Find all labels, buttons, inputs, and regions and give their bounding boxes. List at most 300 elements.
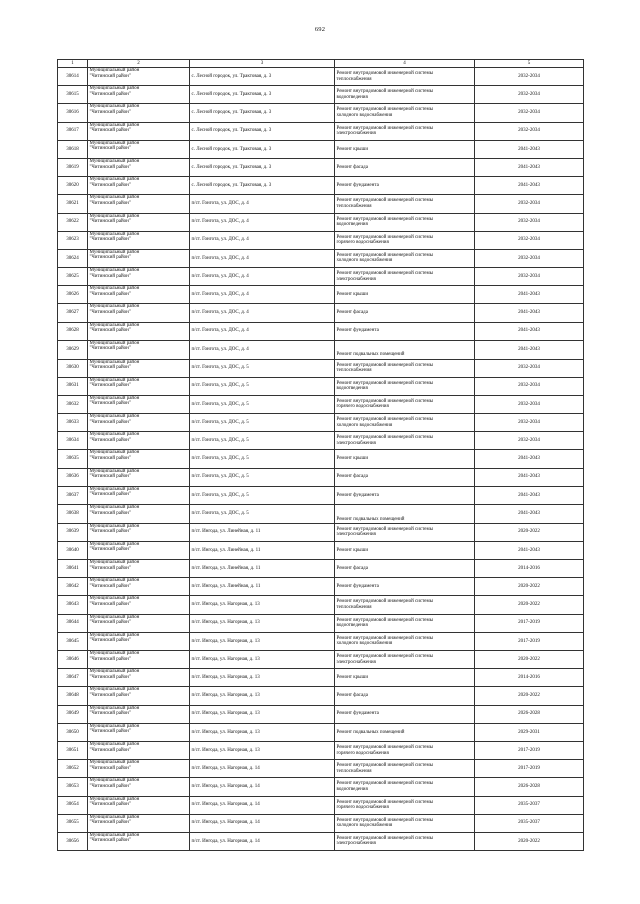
work-type-line: холодного водоснабжения [336,641,393,647]
municipality-cell [88,778,190,796]
work-type-line: Ремонт внутридомовой инженерной системы [336,380,434,386]
row-number: 30629 [58,340,88,359]
municipality-line: Муниципальный район [89,541,140,547]
municipality-line: "Читинский район" [89,273,131,279]
municipality-line: "Читинский район" [89,602,131,608]
municipality-cell [88,286,190,304]
municipality-line: Муниципальный район [89,705,140,711]
address-cell: п/ст. Ингода, ул. Нагорная, д. 14 [190,832,335,850]
column-header-1: 1 [58,60,88,68]
work-type-line: теплоснабжения [336,768,372,774]
municipality-line: "Читинский район" [89,164,131,170]
table-row [58,231,584,249]
municipality-line: Муниципальный район [89,632,140,638]
period-cell: 2014-2016 [475,560,584,578]
address-cell: п/ст. Ингода, ул. Нагорная, д. 13 [190,705,335,723]
period-cell: 2017-2019 [475,741,584,759]
table-row [58,122,584,140]
row-number: 30614 [58,68,88,86]
address-cell: п/ст. Ингода, ул. Нагорная, д. 13 [190,596,335,614]
municipality-line: "Читинский район" [89,674,131,680]
table-row [58,486,584,504]
address-cell: п/ст. Ингода, ул. Линейная, д. 11 [190,541,335,559]
work-type-line: Ремонт внутридомовой инженерной системы [336,435,434,441]
row-number: 30646 [58,651,88,669]
work-type-line: Ремонт внутридомовой инженерной системы [336,398,434,404]
work-type-line: теплоснабжения [336,368,372,374]
municipality-line: Муниципальный район [89,231,140,237]
table-header [58,60,584,68]
work-type-cell [335,778,475,796]
table-row [58,322,584,340]
municipality-cell [88,177,190,195]
repair-schedule-table [57,59,584,851]
address-cell: с. Лесной городок, ул. Трактовая, д. 3 [190,104,335,122]
row-number: 30638 [58,505,88,524]
municipality-line: "Читинский район" [89,182,131,188]
work-type-cell [335,832,475,850]
work-type-cell [335,158,475,176]
work-type-cell [335,578,475,596]
table-row [58,723,584,741]
table-row [58,104,584,122]
municipality-line: Муниципальный район [89,68,140,73]
work-type-cell [335,505,475,524]
work-type-line: Ремонт фундамента [336,584,379,590]
work-type-line: Ремонт внутридомовой инженерной системы [336,234,434,240]
municipality-line: Муниципальный район [89,359,140,365]
municipality-line: Муниципальный район [89,505,140,510]
work-type-cell [335,195,475,213]
work-type-cell [335,814,475,832]
table-row [58,304,584,322]
municipality-cell [88,760,190,778]
work-type-line: Ремонт внутридомовой инженерной системы [336,362,434,368]
work-type-line: Ремонт внутридомовой инженерной системы [336,107,434,113]
municipality-line: Муниципальный район [89,832,140,838]
municipality-cell [88,104,190,122]
table-row [58,778,584,796]
municipality-line: "Читинский район" [89,547,131,553]
row-number: 30647 [58,669,88,687]
address-cell: п/ст. Гонгота, ул. ДОС, д. 5 [190,450,335,468]
work-type-cell [335,560,475,578]
municipality-cell [88,195,190,213]
work-type-line: водоотведения [336,786,368,792]
row-number: 30645 [58,632,88,650]
table-row [58,177,584,195]
work-type-line: горячего водоснабжения [336,805,389,811]
municipality-cell [88,523,190,541]
work-type-line: Ремонт фундамента [336,328,379,334]
work-type-cell [335,231,475,249]
work-type-line: водоотведения [336,222,368,228]
row-number: 30630 [58,359,88,377]
municipality-line: "Читинский район" [89,638,131,644]
row-number: 30648 [58,687,88,705]
municipality-cell [88,832,190,850]
period-cell: 2014-2016 [475,669,584,687]
municipality-line: Муниципальный район [89,432,140,438]
address-cell: с. Лесной городок, ул. Трактовая, д. 3 [190,86,335,104]
municipality-cell [88,304,190,322]
table-row [58,814,584,832]
work-type-line: холодного водоснабжения [336,823,393,829]
period-cell: 2041-2043 [475,486,584,504]
period-cell: 2041-2043 [475,304,584,322]
table-row [58,359,584,377]
table-row [58,395,584,413]
municipality-line: "Читинский район" [89,510,131,516]
municipality-cell [88,632,190,650]
municipality-cell [88,651,190,669]
period-cell: 2032-2034 [475,213,584,231]
municipality-cell [88,468,190,486]
table-row [58,377,584,395]
work-type-line: Ремонт подвальных помещений [336,516,405,522]
table-row [58,796,584,814]
work-type-line: электроснабжения [336,532,376,538]
table-row [58,158,584,176]
row-number: 30651 [58,741,88,759]
work-type-cell [335,687,475,705]
period-cell: 2041-2043 [475,322,584,340]
municipality-line: "Читинский район" [89,747,131,753]
municipality-cell [88,249,190,267]
work-type-cell [335,450,475,468]
municipality-line: Муниципальный район [89,560,140,566]
header-row [58,60,584,68]
work-type-cell [335,68,475,86]
table-row [58,632,584,650]
column-header-3: 3 [190,60,335,68]
work-type-line: Ремонт внутридомовой инженерной системы [336,635,434,641]
row-number: 30650 [58,723,88,741]
period-cell: 2020-2022 [475,687,584,705]
municipality-line: "Читинский район" [89,838,131,844]
work-type-line: холодного водоснабжения [336,258,393,264]
municipality-cell [88,68,190,86]
row-number: 30641 [58,560,88,578]
row-number: 30616 [58,104,88,122]
period-cell: 2032-2034 [475,195,584,213]
municipality-cell [88,395,190,413]
address-cell: п/ст. Гонгота, ул. ДОС, д. 4 [190,268,335,286]
work-type-line: Ремонт подвальных помещений [336,352,405,358]
row-number: 30624 [58,249,88,267]
address-cell: п/ст. Гонгота, ул. ДОС, д. 5 [190,468,335,486]
municipality-line: Муниципальный район [89,340,140,346]
table-row [58,578,584,596]
address-cell: п/ст. Гонгота, ул. ДОС, д. 4 [190,322,335,340]
table-row [58,213,584,231]
address-cell: с. Лесной городок, ул. Трактовая, д. 3 [190,140,335,158]
period-cell: 2032-2034 [475,359,584,377]
municipality-line: "Читинский район" [89,109,131,115]
period-cell: 2032-2034 [475,377,584,395]
municipality-line: Муниципальный район [89,450,140,456]
work-type-line: Ремонт крыши [336,292,369,298]
work-type-line: Ремонт крыши [336,456,369,462]
municipality-line: Муниципальный район [89,249,140,255]
row-number: 30649 [58,705,88,723]
period-cell: 2020-2022 [475,596,584,614]
work-type-cell [335,286,475,304]
municipality-line: "Читинский район" [89,802,131,808]
period-cell: 2017-2019 [475,760,584,778]
municipality-line: Муниципальный район [89,614,140,620]
municipality-cell [88,614,190,632]
municipality-cell [88,687,190,705]
work-type-cell [335,86,475,104]
municipality-line: Муниципальный район [89,158,140,164]
page-number: 692 [314,26,326,33]
column-header-2: 2 [88,60,190,68]
table-row [58,760,584,778]
work-type-cell [335,723,475,741]
period-cell: 2026-2028 [475,705,584,723]
address-cell: с. Лесной городок, ул. Трактовая, д. 3 [190,158,335,176]
row-number: 30640 [58,541,88,559]
row-number: 30632 [58,395,88,413]
address-cell: с. Лесной городок, ул. Трактовая, д. 3 [190,177,335,195]
work-type-line: Ремонт внутридомовой инженерной системы [336,817,434,823]
work-type-line: Ремонт внутридомовой инженерной системы [336,763,434,769]
municipality-line: Муниципальный район [89,304,140,310]
table-row [58,596,584,614]
municipality-cell [88,796,190,814]
municipality-line: "Читинский район" [89,656,131,662]
period-cell: 2020-2022 [475,578,584,596]
municipality-cell [88,414,190,432]
address-cell: п/ст. Ингода, ул. Нагорная, д. 13 [190,614,335,632]
municipality-line: "Читинский район" [89,529,131,535]
work-type-cell [335,796,475,814]
municipality-line: Муниципальный район [89,778,140,784]
period-cell: 2032-2034 [475,86,584,104]
period-cell: 2035-2037 [475,796,584,814]
work-type-line: электроснабжения [336,659,376,665]
address-cell: п/ст. Ингода, ул. Линейная, д. 11 [190,560,335,578]
work-type-line: горячего водоснабжения [336,240,389,246]
work-type-line: Ремонт внутридомовой инженерной системы [336,417,434,423]
municipality-line: "Читинский район" [89,565,131,571]
municipality-line: Муниципальный район [89,177,140,183]
municipality-line: Муниципальный район [89,486,140,492]
table-row [58,687,584,705]
row-number: 30643 [58,596,88,614]
municipality-cell [88,377,190,395]
municipality-line: Муниципальный район [89,195,140,201]
municipality-line: "Читинский район" [89,620,131,626]
table-row [58,705,584,723]
period-cell: 2032-2034 [475,414,584,432]
address-cell: п/ст. Гонгота, ул. ДОС, д. 4 [190,195,335,213]
work-type-line: Ремонт фундамента [336,711,379,717]
municipality-line: "Читинский район" [89,692,131,698]
work-type-line: теплоснабжения [336,203,372,209]
municipality-line: "Читинский район" [89,255,131,261]
row-number: 30636 [58,468,88,486]
table-row [58,560,584,578]
work-type-cell [335,140,475,158]
table-row [58,741,584,759]
address-cell: п/ст. Гонгота, ул. ДОС, д. 5 [190,414,335,432]
work-type-line: Ремонт внутридомовой инженерной системы [336,744,434,750]
work-type-line: холодного водоснабжения [336,112,393,118]
municipality-line: Муниципальный район [89,322,140,328]
row-number: 30633 [58,414,88,432]
work-type-cell [335,596,475,614]
municipality-cell [88,486,190,504]
row-number: 30622 [58,213,88,231]
work-type-cell [335,669,475,687]
work-type-line: электроснабжения [336,276,376,282]
municipality-cell [88,596,190,614]
municipality-line: Муниципальный район [89,651,140,656]
period-cell: 2041-2043 [475,177,584,195]
row-number: 30623 [58,231,88,249]
address-cell: п/ст. Гонгота, ул. ДОС, д. 4 [190,249,335,267]
table-row [58,614,584,632]
municipality-cell [88,231,190,249]
address-cell: п/ст. Гонгота, ул. ДОС, д. 5 [190,377,335,395]
work-type-cell [335,122,475,140]
row-number: 30617 [58,122,88,140]
municipality-line: Муниципальный район [89,377,140,383]
address-cell: п/ст. Ингода, ул. Нагорная, д. 14 [190,814,335,832]
period-cell: 2032-2034 [475,68,584,86]
municipality-line: "Читинский район" [89,310,131,316]
period-cell: 2041-2043 [475,505,584,524]
work-type-cell [335,760,475,778]
address-cell: п/ст. Ингода, ул. Нагорная, д. 13 [190,687,335,705]
municipality-line: "Читинский район" [89,91,131,97]
work-type-line: электроснабжения [336,841,376,847]
work-type-line: электроснабжения [336,131,376,137]
table-row [58,832,584,850]
work-type-line: теплоснабжения [336,605,372,611]
work-type-line: Ремонт внутридомовой инженерной системы [336,799,434,805]
address-cell: п/ст. Гонгота, ул. ДОС, д. 5 [190,359,335,377]
table-row [58,523,584,541]
municipality-cell [88,268,190,286]
work-type-cell [335,741,475,759]
work-type-line: Ремонт внутридомовой инженерной системы [336,526,434,532]
period-cell: 2032-2034 [475,231,584,249]
work-type-cell [335,651,475,669]
address-cell: с. Лесной городок, ул. Трактовая, д. 3 [190,122,335,140]
work-type-line: Ремонт фундамента [336,492,379,498]
work-type-cell [335,414,475,432]
municipality-line: "Читинский район" [89,765,131,771]
period-cell: 2041-2043 [475,450,584,468]
work-type-cell [335,523,475,541]
municipality-line: Муниципальный район [89,286,140,292]
municipality-cell [88,669,190,687]
period-cell: 2020-2022 [475,832,584,850]
period-cell: 2032-2034 [475,122,584,140]
period-cell: 2032-2034 [475,268,584,286]
municipality-line: Муниципальный район [89,596,140,602]
period-cell: 2020-2022 [475,523,584,541]
work-type-cell [335,304,475,322]
table-row [58,286,584,304]
work-type-cell [335,705,475,723]
row-number: 30626 [58,286,88,304]
municipality-line: Муниципальный район [89,741,140,747]
period-cell: 2041-2043 [475,286,584,304]
work-type-cell [335,340,475,359]
row-number: 30637 [58,486,88,504]
address-cell: п/ст. Гонгота, ул. ДОС, д. 4 [190,286,335,304]
row-number: 30635 [58,450,88,468]
work-type-line: водоотведения [336,94,368,100]
municipality-line: "Читинский район" [89,456,131,462]
work-type-cell [335,359,475,377]
municipality-cell [88,578,190,596]
period-cell: 2035-2037 [475,814,584,832]
municipality-cell [88,705,190,723]
row-number: 30627 [58,304,88,322]
work-type-line: Ремонт фундамента [336,182,379,188]
municipality-cell [88,814,190,832]
work-type-line: Ремонт внутридомовой инженерной системы [336,599,434,605]
row-number: 30656 [58,832,88,850]
municipality-line: Муниципальный район [89,468,140,474]
period-cell: 2041-2043 [475,340,584,359]
work-type-line: Ремонт внутридомовой инженерной системы [336,198,434,204]
address-cell: п/ст. Гонгота, ул. ДОС, д. 4 [190,231,335,249]
municipality-line: "Читинский район" [89,729,131,735]
row-number: 30625 [58,268,88,286]
period-cell: 2041-2043 [475,140,584,158]
row-number: 30628 [58,322,88,340]
work-type-line: Ремонт подвальных помещений [336,729,405,735]
municipality-line: "Читинский район" [89,146,131,152]
municipality-line: "Читинский район" [89,346,131,352]
work-type-line: Ремонт внутридомовой инженерной системы [336,835,434,841]
municipality-cell [88,741,190,759]
work-type-cell [335,322,475,340]
table-row [58,651,584,669]
work-type-cell [335,614,475,632]
period-cell: 2032-2034 [475,249,584,267]
municipality-cell [88,505,190,524]
table-body [58,68,584,851]
municipality-line: Муниципальный район [89,814,140,820]
address-cell: п/ст. Ингода, ул. Нагорная, д. 13 [190,651,335,669]
table-row [58,340,584,359]
row-number: 30634 [58,432,88,450]
address-cell: п/ст. Ингода, ул. Нагорная, д. 14 [190,760,335,778]
municipality-line: Муниципальный район [89,796,140,802]
municipality-cell [88,359,190,377]
period-cell: 2029-2031 [475,723,584,741]
municipality-line: Муниципальный район [89,104,140,110]
work-type-cell [335,541,475,559]
work-type-cell [335,395,475,413]
work-type-cell [335,632,475,650]
row-number: 30653 [58,778,88,796]
municipality-line: Муниципальный район [89,760,140,766]
address-cell: п/ст. Гонгота, ул. ДОС, д. 5 [190,395,335,413]
municipality-line: Муниципальный район [89,723,140,729]
municipality-cell [88,86,190,104]
work-type-line: Ремонт внутридомовой инженерной системы [336,654,434,659]
municipality-line: "Читинский район" [89,419,131,425]
municipality-line: "Читинский район" [89,583,131,589]
